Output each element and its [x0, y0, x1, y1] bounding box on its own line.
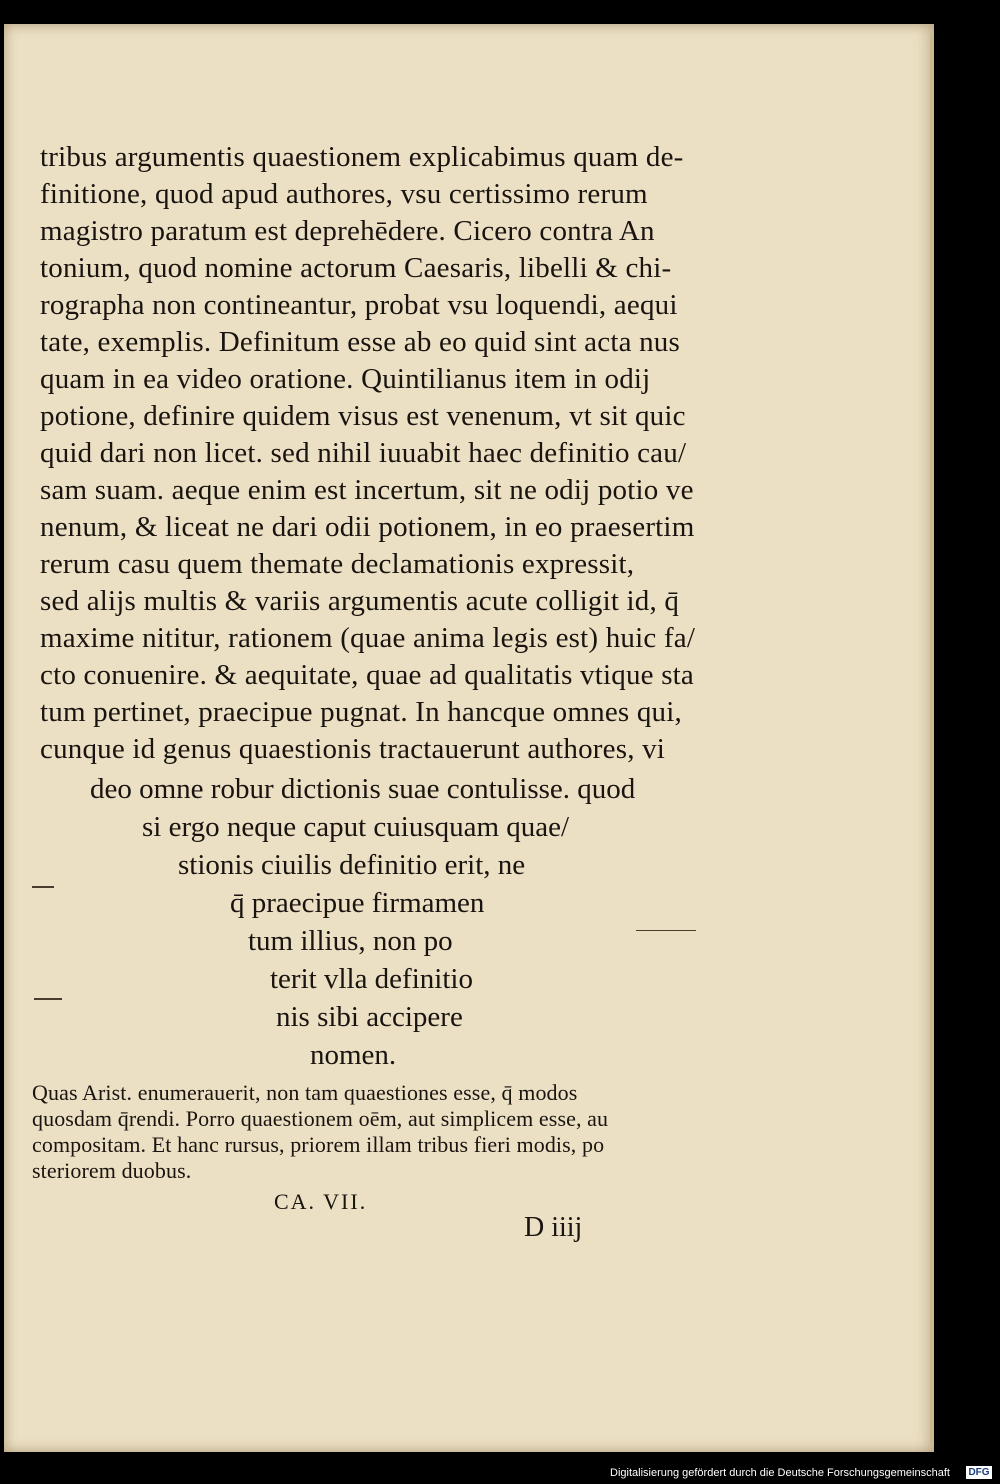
chapter-summary-line: compositam. Et hanc rursus, priorem illam tribus fieri modis, po: [32, 1132, 605, 1157]
body-text-line: magistro paratum est deprehēdere. Cicero contra An: [40, 215, 655, 247]
tapered-text-line: nomen.: [310, 1039, 397, 1071]
body-text-line: finitione, quod apud authores, vsu certissimo rerum: [40, 178, 648, 210]
body-text-line: tate, exemplis. Definitum esse ab eo quid sint acta nus: [40, 326, 680, 358]
body-text-line: maxime nititur, rationem (quae anima legis est) huic fa/: [40, 622, 696, 654]
body-text-line: cto conuenire. & aequitate, quae ad qualitatis vtique sta: [40, 659, 695, 691]
page-edge: [930, 34, 934, 1444]
tapered-text-line: nis sibi accipere: [276, 1001, 463, 1033]
dfg-logo: DFG: [966, 1466, 992, 1479]
body-text-line: tonium, quod nomine actorum Caesaris, libelli & chi-: [40, 252, 672, 284]
chapter-heading: CA. VII.: [274, 1189, 368, 1214]
body-text-line: rographa non contineantur, probat vsu loquendi, aequi: [40, 289, 678, 321]
body-text-line: sed alijs multis & variis argumentis acute colligit id, q̄: [40, 585, 680, 617]
tapered-text-line: deo omne robur dictionis suae contulisse. quod: [90, 773, 636, 805]
ink-speck: [34, 998, 62, 1000]
chapter-summary-line: Quas Arist. enumerauerit, non tam quaestiones esse, q̄ modos: [32, 1080, 578, 1105]
body-text-line: quam in ea video oratione. Quintilianus item in odij: [40, 363, 651, 395]
body-text-line: sam suam. aeque enim est incertum, sit ne odij potio ve: [40, 474, 694, 506]
body-text-line: nenum, & liceat ne dari odii potionem, in eo praesertim: [40, 511, 695, 543]
ink-speck: [32, 886, 54, 888]
chapter-summary-line: quosdam q̄rendi. Porro quaestionem oēm, aut simplicem esse, au: [32, 1106, 609, 1131]
body-text-line: tribus argumentis quaestionem explicabimus quam de-: [40, 141, 684, 173]
body-text-line: rerum casu quem themate declamationis expressit,: [40, 548, 635, 580]
book-page: [4, 24, 934, 1452]
body-text-line: quid dari non licet. sed nihil iuuabit haec definitio cau/: [40, 437, 687, 469]
chapter-summary-line: steriorem duobus.: [32, 1158, 192, 1183]
tapered-text-line: si ergo neque caput cuiusquam quae/: [142, 811, 570, 843]
digitization-credit: Digitalisierung gefördert durch die Deutsche Forschungsgemeinschaft: [610, 1467, 950, 1479]
tapered-text-line: stionis ciuilis definitio erit, ne: [178, 849, 526, 881]
signature-mark: D iiij: [524, 1212, 583, 1243]
ink-speck: [636, 930, 696, 931]
body-text-line: cunque id genus quaestionis tractauerunt authores, vi: [40, 733, 666, 765]
tapered-text-line: q̄ praecipue firmamen: [230, 887, 485, 919]
body-text-line: tum pertinet, praecipue pugnat. In hancque omnes qui,: [40, 696, 682, 728]
tapered-text-line: terit vlla definitio: [270, 963, 473, 995]
body-text-line: potione, definire quidem visus est venenum, vt sit quic: [40, 400, 686, 432]
tapered-text-line: tum illius, non po: [248, 925, 453, 957]
